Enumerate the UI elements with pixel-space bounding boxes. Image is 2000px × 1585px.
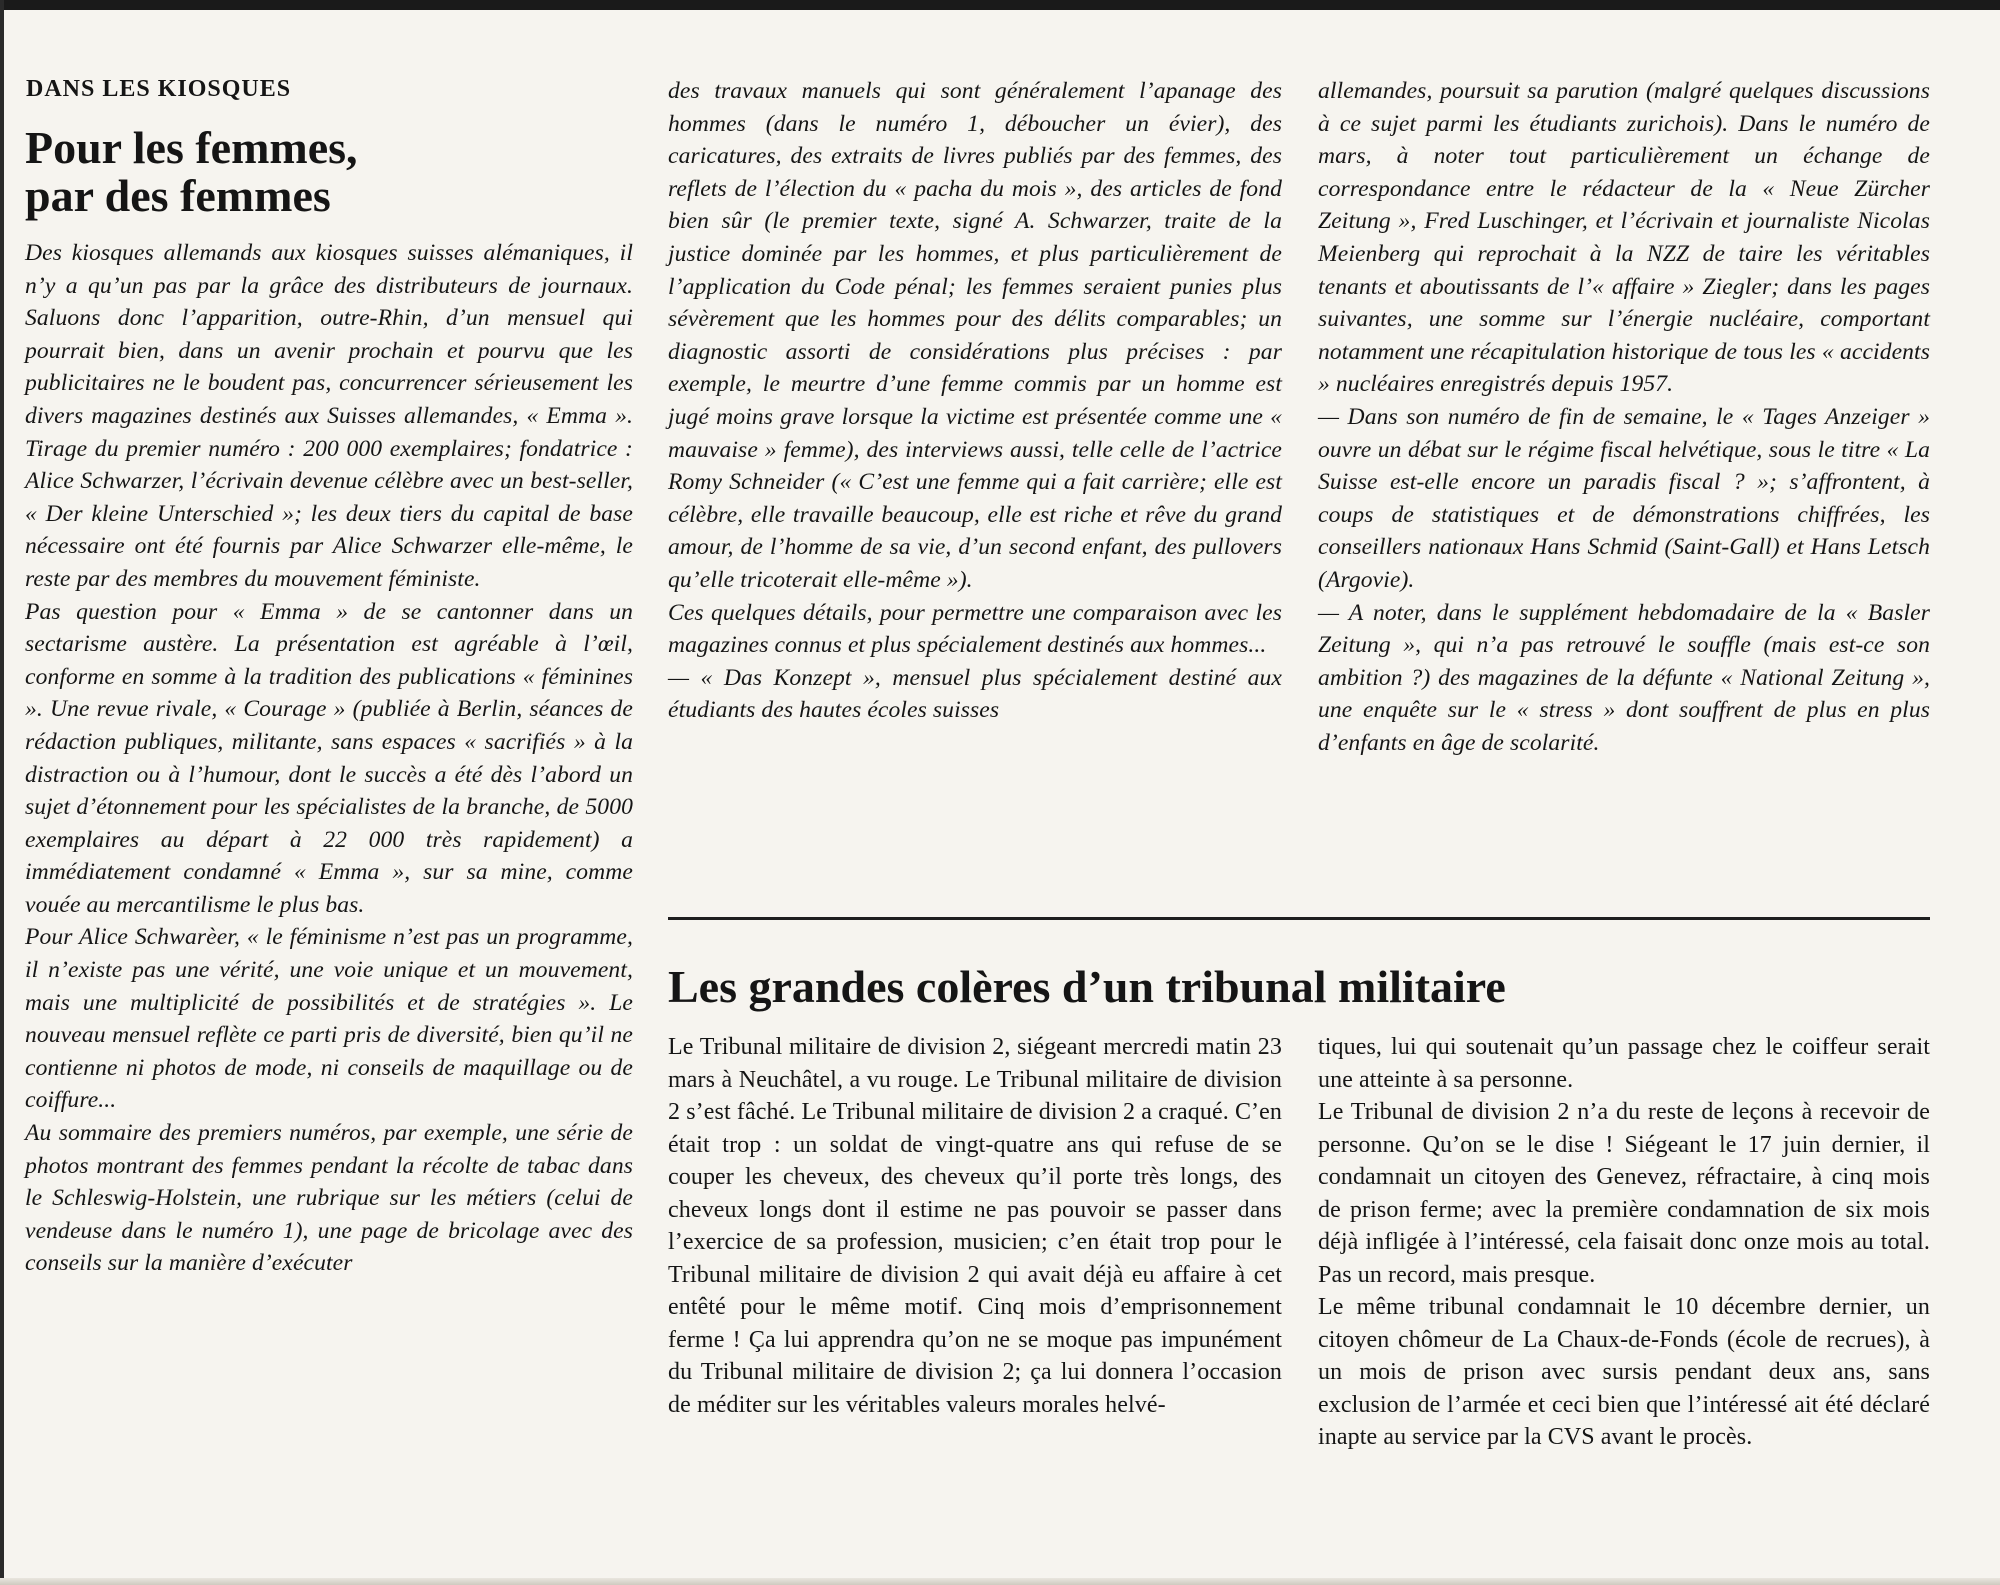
article2-column-2 bbox=[1318, 1031, 1930, 1454]
section-kicker: DANS LES KIOSQUES bbox=[26, 76, 292, 102]
paragraph: Pas question pour « Emma » de se cantonner dans un sectarisme austère. La présentation est agréable à l’œil, conforme en somme à la tradition des publications « féminines ». Une revue rivale, « Courage » (publiée à Berlin, séances de rédaction publiques, militante, sans espaces « sacrifiés » à la distraction ou à l’humour, dont le succès a été dès l’abord un sujet d’étonnement pour les spécialistes de la branche, de 5000 exemplaires au départ à 22 000 très rapidement) a immédiatement condamné « Emma », sur sa mine, comme vouée au mercantilisme le plus bas. bbox=[25, 598, 633, 918]
article1-column-1 bbox=[25, 237, 633, 1280]
paragraph: des travaux manuels qui sont généralement l’apanage des hommes (dans le numéro 1, déboucher un évier), des caricatures, des extraits de livres publiés par des femmes, des reflets de l’élection du « pacha du mois », des articles de fond bien sûr (le premier texte, signé A. Schwarzer, traite de la justice dominée par les hommes, et plus particulièrement de l’application du Code pénal; les femmes seraient punies plus sévèrement que les hommes pour des délits comparables; un diagnostic assorti de considérations plus précises : par exemple, le meurtre d’une femme commis par un homme est jugé moins grave lorsque la victime est présentée comme une « mauvaise » femme), des interviews aussi, telle celle de l’actrice Romy Schneider (« C’est une femme qui a fait carrière; elle est célèbre, elle travaille beaucoup, elle est riche et rêve du grand amour, de l’homme de sa vie, d’un second enfant, des pullovers qu’elle tricoterait elle-même »). bbox=[668, 78, 1282, 593]
page-bottom-edge bbox=[0, 1578, 2000, 1585]
article-divider-rule bbox=[668, 917, 1930, 920]
paragraph: — A noter, dans le supplément hebdomadaire de la « Basler Zeitung », qui n’a pas retrouvé le souffle (mais est-ce son ambition ?) des magazines de la défunte « National Zeitung », une enquête sur le « stress » dont souffrent de plus en plus d’enfants en âge de scolarité. bbox=[1318, 599, 1930, 756]
article1-column-2 bbox=[668, 75, 1282, 727]
paragraph: — « Das Konzept », mensuel plus spécialement destiné aux étudiants des hautes écoles suisses bbox=[668, 664, 1282, 724]
paragraph: allemandes, poursuit sa parution (malgré quelques discussions à ce sujet parmi les étudiants zurichois). Dans le numéro de mars, à noter tout particulièrement un échange de correspondance entre le rédacteur de la « Neue Zürcher Zeitung », Fred Luschinger, et l’écrivain et journaliste Nicolas Meienberg qui reprochait à la NZZ de taire les véritables tenants et aboutissants de l’« affaire » Ziegler; dans les pages suivantes, une somme sur l’énergie nucléaire, comportant notamment une récapitulation historique de tous les « accidents » nucléaires enregistrés depuis 1957. bbox=[1318, 78, 1930, 398]
article1-title-line1: Pour les femmes, bbox=[25, 122, 358, 173]
article1-column-3 bbox=[1318, 75, 1930, 759]
paragraph: Ces quelques détails, pour permettre une comparaison avec les magazines connus et plus spécialement destinés aux hommes... bbox=[668, 599, 1282, 659]
paragraph: Des kiosques allemands aux kiosques suisses alémaniques, il n’y a qu’un pas par la grâce des distributeurs de journaux. Saluons donc l’apparition, outre-Rhin, d’un mensuel qui pourrait bien, dans un avenir prochain et pourvu que les publicitaires ne le boudent pas, concurrencer sérieusement les divers magazines destinés aux Suisses allemandes, « Emma ». Tirage du premier numéro : 200 000 exemplaires; fondatrice : Alice Schwarzer, l’écrivain devenue célèbre avec un best-seller, « Der kleine Unterschied »; les deux tiers du capital de base nécessaire ont été fournis par Alice Schwarzer elle-même, le reste par des membres du mouvement féministe. bbox=[25, 240, 633, 592]
article2-title: Les grandes colères d’un tribunal militaire bbox=[668, 961, 1506, 1012]
page-left-edge bbox=[0, 0, 4, 1585]
article1-title bbox=[25, 124, 625, 220]
paragraph: Le Tribunal militaire de division 2, siégeant mercredi matin 23 mars à Neuchâtel, a vu rouge. Le Tribunal militaire de division 2 s’est fâché. Le Tribunal militaire de division 2 a craqué. C’en était trop : un soldat de vingt-quatre ans qui refuse de se couper les cheveux, des cheveux qu’il porte très longs, des cheveux longs dont il estime ne pas pouvoir se passer dans l’exercice de sa profession, musicien; c’en était trop pour le Tribunal militaire de division 2 qui avait déjà eu affaire à cet entêté pour le même motif. Cinq mois d’emprisonnement ferme ! Ça lui apprendra qu’on ne se moque pas impunément du Tribunal militaire de division 2; ça lui donnera l’occasion de méditer sur les véritables valeurs morales helvé- bbox=[668, 1034, 1282, 1418]
paragraph: Pour Alice Schwarèer, « le féminisme n’est pas un programme, il n’existe pas une vérité, une voie unique et un mouvement, mais une multiplicité de possibilités et de stratégies ». Le nouveau mensuel reflète ce parti pris de diversité, bien qu’il ne contienne ni photos de mode, ni conseils de maquillage ou de coiffure... bbox=[25, 924, 633, 1114]
paragraph: tiques, lui qui soutenait qu’un passage chez le coiffeur serait une atteinte à sa personne. bbox=[1318, 1034, 1930, 1093]
article2-column-1 bbox=[668, 1031, 1282, 1421]
paragraph: — Dans son numéro de fin de semaine, le « Tages Anzeiger » ouvre un débat sur le régime fiscal helvétique, sous le titre « La Suisse est-elle encore un paradis fiscal ? »; s’affrontent, à coups de statistiques et de démonstrations chiffrées, les conseillers nationaux Hans Schmid (Saint-Gall) et Hans Letsch (Argovie). bbox=[1318, 403, 1930, 593]
article1-title-line2: par des femmes bbox=[25, 170, 331, 221]
paragraph: Le même tribunal condamnait le 10 décembre dernier, un citoyen chômeur de La Chaux-de-Fonds (école de recrues), à un mois de prison avec sursis pendant deux ans, sans exclusion de l’armée et ceci bien que l’intéressé ait été déclaré inapte au service par la CVS avant le procès. bbox=[1318, 1294, 1930, 1450]
paragraph: Au sommaire des premiers numéros, par exemple, une série de photos montrant des femmes pendant la récolte de tabac dans le Schleswig-Holstein, une rubrique sur les métiers (celui de vendeuse dans le numéro 1), une page de bricolage avec des conseils sur la manière d’exécuter bbox=[25, 1120, 633, 1277]
paragraph: Le Tribunal de division 2 n’a du reste de leçons à recevoir de personne. Qu’on se le dise ! Siégeant le 17 juin dernier, il condamnait un citoyen des Genevez, réfractaire, à cinq mois de prison ferme; avec la première condamnation de six mois déjà infligée à l’intéressé, cela faisait donc onze mois au total. Pas un record, mais presque. bbox=[1318, 1099, 1930, 1288]
page-top-border bbox=[0, 0, 2000, 10]
